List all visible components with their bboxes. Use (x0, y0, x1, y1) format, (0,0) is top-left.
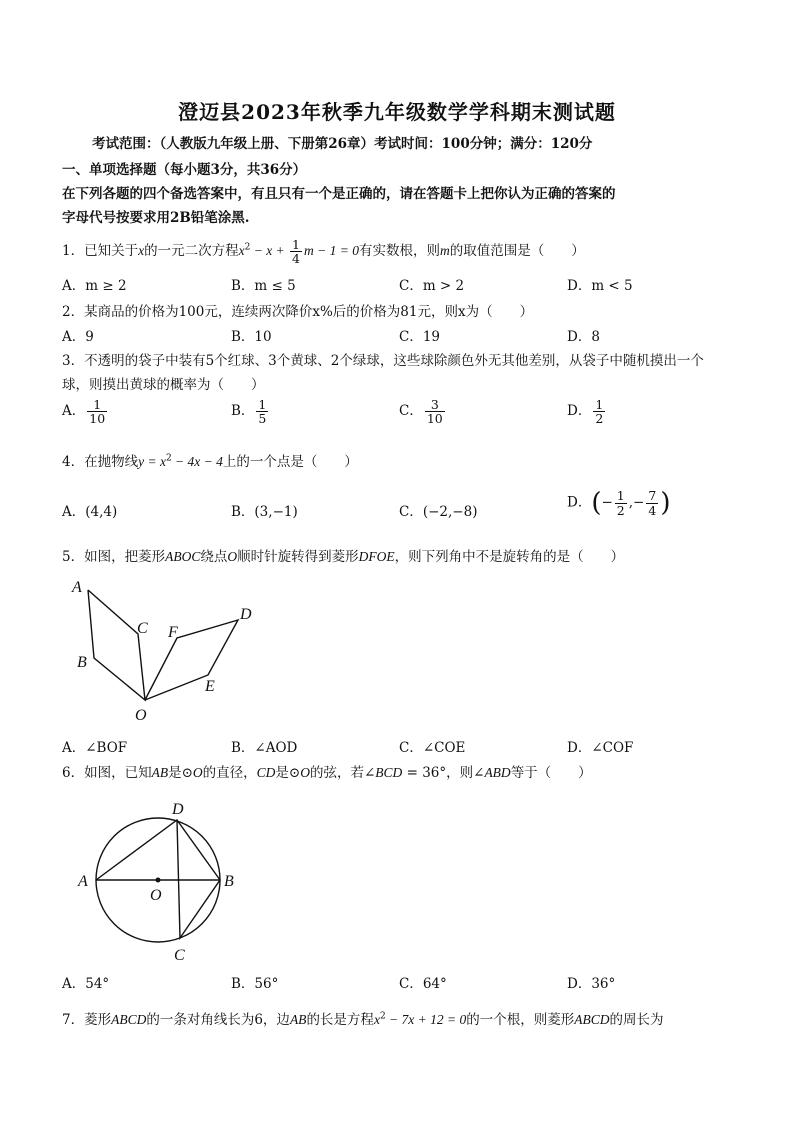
q4-option-b: B．(3,−1) (231, 504, 298, 520)
q3-option-a: A． $\frac{1}{10}$ (62, 397, 106, 427)
question-2: 2．某商品的价格为100元，连续两次降价x%后的价格为81元，则x为（ ） (62, 304, 534, 320)
q6-option-c: C．64° (399, 976, 447, 992)
figure-label-b: B (224, 873, 234, 890)
q2-option-d: D．8 (567, 329, 600, 345)
figure-label-c: C (174, 947, 185, 964)
q4-option-d: D．(− $\frac{1}{2}$ ,− $\frac{7}{4}$ ) (567, 488, 671, 518)
page-title: 澄迈县2023年秋季九年级数学学科期末测试题 (178, 100, 616, 124)
instruction-line-2: 字母代号按要求用2B铅笔涂黑. (62, 210, 250, 226)
q3-option-d: D． $\frac{1}{2}$ (567, 397, 604, 427)
figure-label-a: A (72, 579, 82, 596)
q5-option-c: C．∠COE (399, 740, 466, 756)
q5-option-d: D．∠COF (567, 740, 634, 756)
q4-option-a: A．(4,4) (62, 504, 118, 520)
q3-option-b: B． $\frac{1}{5}$ (231, 397, 267, 427)
q3-option-c: C． $\frac{3}{10}$ (399, 397, 443, 427)
q2-option-b: B．10 (231, 329, 272, 345)
figure-label-c: C (137, 620, 148, 637)
q5-option-a: A．∠BOF (62, 740, 128, 756)
question-1: 1．已知关于x的一元二次方程$x^2 - x$ + $\frac{1}{4}$ m − 1 = 0有实数根，则m的取值范围是（ ） (62, 237, 585, 267)
figure-label-d: D (172, 801, 184, 818)
figure-label-o: O (135, 707, 147, 724)
q6-option-d: D．36° (567, 976, 616, 992)
q1-option-b: B．m ≤ 5 (231, 278, 296, 294)
question-3-line-1: 3．不透明的袋子中装有5个红球、3个黄球、2个绿球，这些球除颜色外无其他差别，从袋子中随机摸出一个 (62, 353, 704, 369)
q4-option-c: C．(−2,−8) (399, 504, 478, 520)
q6-option-b: B．56° (231, 976, 279, 992)
exam-info: 考试范围：（人教版九年级上册、下册第26章）考试时间：100分钟；满分：120分 (92, 136, 593, 152)
figure-label-b: B (77, 654, 87, 671)
figure-label-o: O (150, 887, 162, 904)
figure-label-f: F (168, 624, 178, 641)
circle-diameter-figure (70, 795, 250, 970)
q6-option-a: A．54° (62, 976, 110, 992)
q1-option-d: D．m < 5 (567, 278, 633, 294)
rhombus-rotation-figure (60, 570, 270, 730)
question-5: 5．如图，把菱形ABOC绕点O顺时针旋转得到菱形DFOE，则下列角中不是旋转角的是（ ） (62, 549, 625, 565)
figure-label-e: E (205, 678, 215, 695)
question-7: 7．菱形ABCD的一条对角线长为6，边AB的长是方程$x^2 - 7x + 12 = 0$的一个根，则菱形ABCD的周长为 (62, 1011, 664, 1028)
q1-option-c: C．m > 2 (399, 278, 465, 294)
instruction-line-1: 在下列各题的四个备选答案中，有且只有一个是正确的，请在答题卡上把你认为正确的答案的 (62, 186, 616, 202)
question-3-line-2: 球，则摸出黄球的概率为（ ） (62, 377, 265, 393)
figure-label-d: D (240, 606, 252, 623)
question-4: 4．在抛物线$y = x^2 - 4x - 4$上的一个点是（ ） (62, 453, 358, 470)
q1-option-a: A．m ≥ 2 (62, 278, 127, 294)
section-heading: 一、单项选择题（每小题3分，共36分） (62, 162, 307, 178)
q2-option-a: A．9 (62, 329, 94, 345)
figure-label-a: A (78, 873, 88, 890)
q2-option-c: C．19 (399, 329, 441, 345)
q5-option-b: B．∠AOD (231, 740, 298, 756)
question-6: 6．如图，已知AB是⊙O的直径，CD是⊙O的弦，若∠BCD = 36°，则∠ABD等于（ ） (62, 765, 592, 781)
